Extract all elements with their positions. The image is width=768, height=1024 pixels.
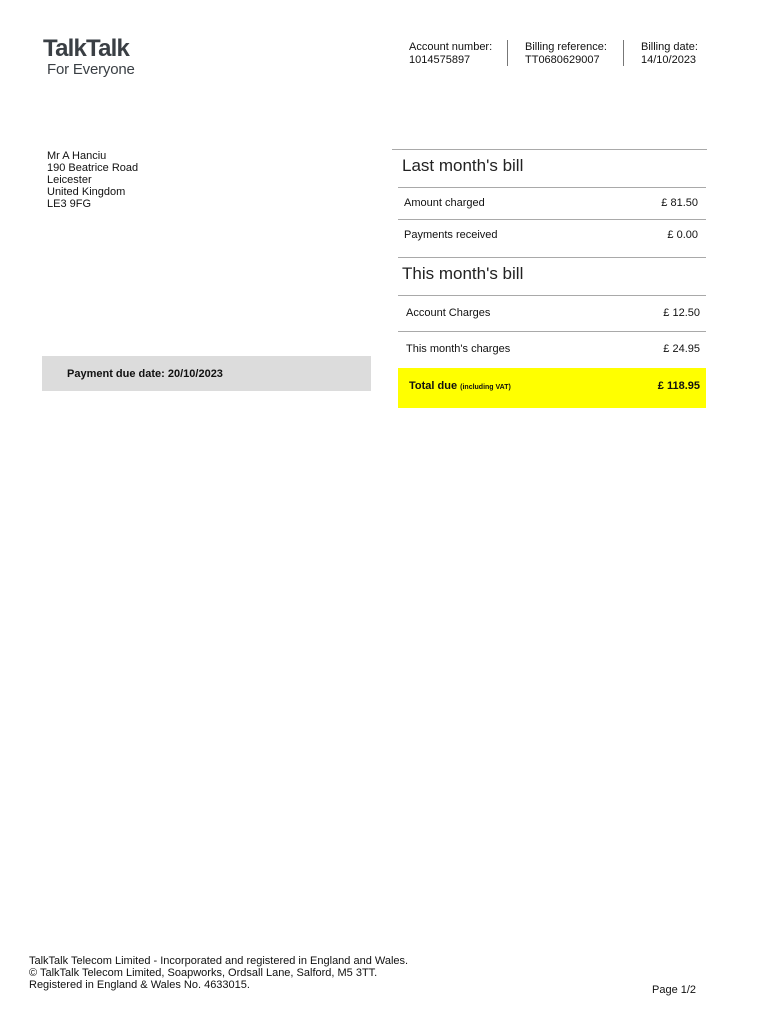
account-charges-value: £ 12.50 [663, 307, 700, 319]
payments-received-label: Payments received [404, 229, 498, 241]
address-country: United Kingdom [47, 186, 126, 198]
divider [392, 149, 707, 150]
payments-received-value: £ 0.00 [667, 229, 698, 241]
footer-line1: TalkTalk Telecom Limited - Incorporated and registered in England and Wales. [29, 955, 409, 967]
billing-date-label: Billing date: [641, 41, 698, 53]
billing-reference-value: TT0680629007 [525, 54, 600, 66]
account-number-block [409, 41, 492, 67]
footer-line2: © TalkTalk Telecom Limited, Soapworks, Ordsall Lane, Salford, M5 3TT. [29, 967, 378, 979]
billing-reference-label: Billing reference: [525, 41, 607, 53]
total-due-label-group [409, 380, 511, 392]
address-city: Leicester [47, 174, 92, 186]
payment-due-label: Payment due date: [67, 368, 165, 380]
divider [398, 187, 706, 188]
total-due-box [398, 368, 706, 408]
payment-due-box [42, 356, 371, 391]
logo-tagline: For Everyone [47, 61, 135, 78]
page-number: Page 1/2 [652, 984, 697, 996]
total-due-note: (including VAT) [460, 384, 511, 391]
divider [398, 295, 706, 296]
address-name: Mr A Hanciu [47, 150, 107, 162]
talktalk-logo [43, 37, 135, 79]
billing-date-value: 14/10/2023 [641, 54, 697, 66]
account-charges-label: Account Charges [406, 307, 491, 319]
amount-charged-label: Amount charged [404, 197, 485, 209]
billing-reference-block [525, 41, 607, 67]
logo-brand: TalkTalk [43, 35, 130, 62]
header-divider [507, 40, 508, 66]
total-due-label: Total due [409, 380, 458, 392]
customer-address [47, 150, 138, 210]
payment-due-text [67, 368, 223, 380]
divider [398, 219, 706, 220]
billing-date-block [641, 41, 698, 67]
total-due-value: £ 118.95 [657, 380, 700, 392]
this-month-title: This month's bill [402, 264, 524, 283]
account-number-value: 1014575897 [409, 54, 471, 66]
account-number-label: Account number: [409, 41, 493, 53]
divider [398, 257, 706, 258]
address-line1: 190 Beatrice Road [47, 162, 139, 174]
last-month-title: Last month's bill [402, 156, 524, 175]
amount-charged-value: £ 81.50 [661, 197, 698, 209]
divider [398, 331, 706, 332]
this-months-charges-label: This month's charges [406, 343, 511, 355]
address-postcode: LE3 9FG [47, 198, 92, 210]
payment-due-date: 20/10/2023 [167, 368, 223, 380]
header-divider [623, 40, 624, 66]
footer-legal [29, 955, 408, 991]
this-months-charges-value: £ 24.95 [663, 343, 700, 355]
footer-line3: Registered in England & Wales No. 4633015. [29, 979, 250, 991]
